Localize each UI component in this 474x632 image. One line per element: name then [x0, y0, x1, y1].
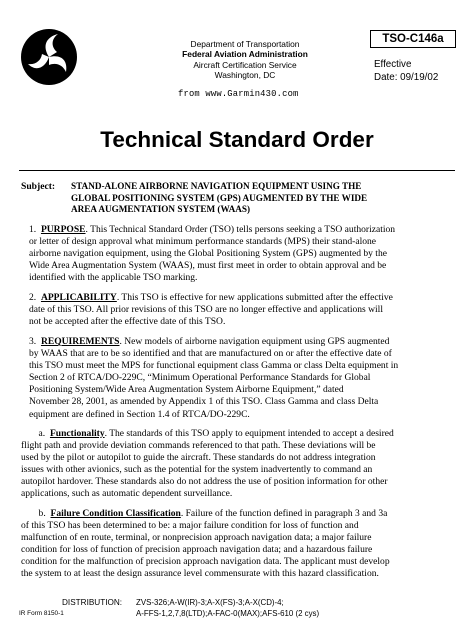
paragraph-line: Wide Area Augmentation System (WAAS), must first meet in order to obtain approval and be — [29, 260, 387, 272]
paragraph-line: date of this TSO. All prior revisions of this TSO are no longer effective and applications will — [29, 304, 383, 316]
section-functionality — [29, 428, 453, 440]
paragraph-line: or letter of design approval what minimum performance standards (MPS) their stand-alone — [29, 236, 377, 248]
paragraph-line: the system to at least the design assurance level commensurate with this hazard classification. — [21, 568, 379, 580]
form-number: IR Form 8150-1 — [19, 610, 64, 617]
agency-department: Department of Transportation — [190, 39, 300, 49]
paragraph-line: by WAAS that are to be so identified and that are manufactured on or after the effective date of — [29, 348, 392, 360]
paragraph-line: issues with other avionics, such as the potential for the system inadvertently to command an — [21, 464, 373, 476]
section-number: 3. — [29, 336, 37, 347]
paragraph-line: condition for loss of function of precision approach navigation data; and a hazardous failure — [21, 544, 373, 556]
source-watermark-text: from www.Garmin430.com — [178, 89, 299, 99]
paragraph-line: identified with the applicable TSO marking. — [29, 272, 198, 284]
paragraph-line: of this TSO has been determined to be: a major failure condition for loss of function and — [21, 520, 359, 531]
distribution-label: DISTRIBUTION: — [62, 598, 123, 607]
subject-line: STAND-ALONE AIRBORNE NAVIGATION EQUIPMENT USING THE — [71, 181, 362, 191]
distribution-line: ZVS-326;A-W(IR)-3;A-X(FS)-3;A-X(CD)-4; — [136, 598, 284, 607]
paragraph-line: condition for the malfunction of precision approach navigation data. The applicant must develop — [21, 556, 390, 568]
paragraph-line: this TSO must meet the MPS for functional equipment class Gamma or class Delta equipment in — [29, 360, 399, 372]
paragraph-line: Positioning System/Wide Area Augmentation System Airborne Equipment,” dated — [29, 384, 344, 396]
paragraph-line: used by the pilot or autopilot to guide the aircraft. These standards do not address integration — [21, 452, 376, 464]
section-number: 1. — [29, 224, 37, 235]
distribution-list — [136, 598, 319, 620]
section-heading: REQUIREMENTS — [40, 336, 120, 347]
paragraph-line: applications, such as automatic dependent surveillance. — [21, 488, 233, 500]
paragraph-line: Section 2 of RTCA/DO-229C, “Minimum Operational Performance Standards for Global — [29, 372, 371, 384]
paragraph-line: malfunction of en route, terminal, or nonprecision approach navigation data; a major failure — [21, 532, 372, 544]
subject-text — [71, 181, 451, 216]
subject-line: GLOBAL POSITIONING SYSTEM (GPS) AUGMENTED BY THE WIDE — [71, 192, 368, 203]
section-heading: Functionality — [49, 428, 105, 439]
section-letter: b. — [38, 508, 46, 519]
dot-logo-icon — [20, 28, 78, 86]
agency-block — [150, 39, 340, 81]
paragraph-line: b. Failure Condition Classification. Failure of the function defined in paragraph 3 and 3a — [38, 508, 388, 519]
paragraph-line: 2. APPLICABILITY. This TSO is effective for new applications submitted after the effective — [29, 292, 393, 303]
paragraph-line: equipment are defined in Section 1.4 of RTCA/DO-229C. — [29, 408, 250, 420]
agency-location: Washington, DC — [214, 70, 276, 81]
paragraph-line: a. Functionality. The standards of this TSO apply to equipment intended to accept a desired — [38, 428, 394, 439]
distribution-line: A-FFS-1,2,7,8(LTD);A-FAC-0(MAX);AFS-610 (2 cys) — [136, 608, 320, 618]
section-applicability — [29, 292, 453, 328]
section-requirements — [29, 336, 453, 421]
agency-name: Federal Aviation Administration — [182, 49, 308, 60]
section-functionality-body — [21, 440, 453, 500]
paragraph-line: autopilot hardover. These standards also do not address the use of position information for other — [21, 476, 388, 488]
paragraph-line: 3. REQUIREMENTS. New models of airborne navigation equipment using GPS augmented — [29, 336, 390, 347]
paragraph-line: not be accepted after the effective date of this TSO. — [29, 316, 226, 328]
agency-service: Aircraft Certification Service — [193, 59, 297, 70]
effective-date-block — [374, 58, 438, 84]
paragraph-line: 1. PURPOSE. This Technical Standard Order (TSO) tells persons seeking a TSO authorization — [29, 224, 396, 235]
paragraph-line: November 28, 2001, as amended by Appendix 1 of this TSO. Class Gamma and class Delta — [29, 396, 379, 408]
section-heading: APPLICABILITY — [40, 292, 117, 303]
section-letter: a. — [38, 428, 46, 439]
title-divider — [19, 170, 455, 171]
tso-number-box: TSO-C146a — [370, 30, 456, 48]
section-failure-condition-body — [21, 520, 453, 580]
document-title: Technical Standard Order — [100, 127, 374, 152]
effective-label: Effective — [374, 59, 412, 70]
section-heading: PURPOSE — [40, 224, 86, 235]
subject-label: Subject: — [21, 181, 56, 192]
paragraph-line: flight path and provide deviation commands referenced to that path. These deviations will be — [21, 440, 376, 451]
effective-date: Date: 09/19/02 — [374, 72, 439, 83]
section-heading: Failure Condition Classification — [50, 508, 181, 519]
section-purpose — [29, 224, 453, 284]
section-number: 2. — [29, 292, 37, 303]
subject-line: AREA AUGMENTATION SYSTEM (WAAS) — [71, 204, 251, 215]
section-failure-condition — [29, 508, 453, 520]
paragraph-line: airborne navigation equipment, using the Global Positioning System (GPS) augmented by the — [29, 248, 387, 260]
